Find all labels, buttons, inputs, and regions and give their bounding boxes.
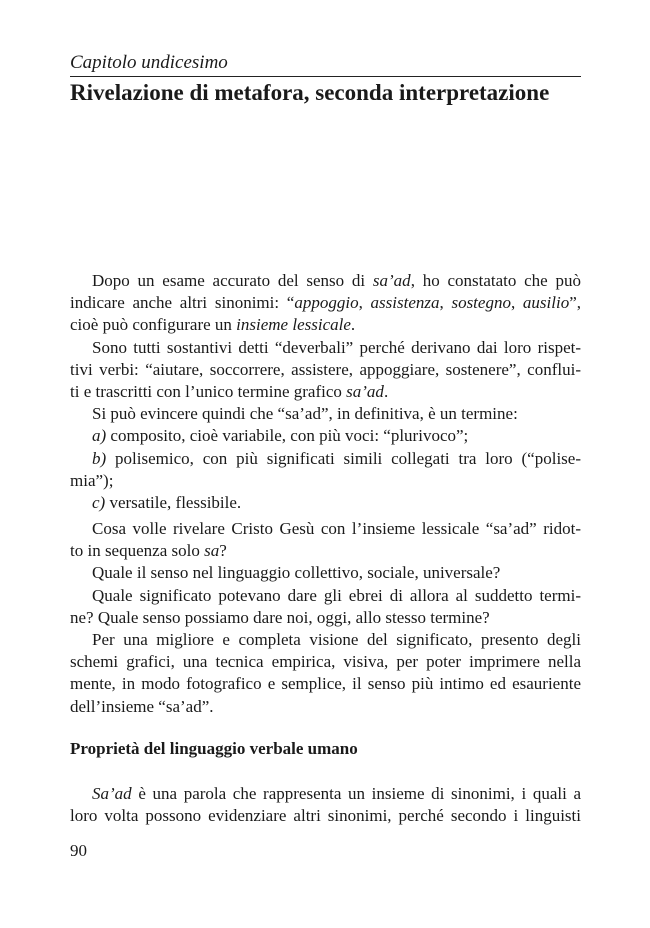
text-line: b) polisemico, con più significati simili collegati tra loro (“polise-: [92, 448, 581, 468]
text-line: cioè può configurare un insieme lessicale.: [70, 315, 356, 335]
paragraph-block-2: [70, 518, 581, 718]
italic-text: insieme lessicale: [236, 315, 351, 335]
text-line: tivi verbi: “aiutare, soccorrere, assistere, appoggiare, sostenere”, conflui-: [70, 359, 581, 379]
paragraph-block-3: [70, 783, 581, 827]
italic-text: sa’ad: [372, 271, 411, 290]
text-line: Quale il senso nel linguaggio collettivo, sociale, universale?: [92, 563, 501, 583]
text-line: Dopo un esame accurato del senso di sa’ad, ho constatato che può: [92, 271, 581, 290]
chapter-label: Capitolo undicesimo: [70, 52, 228, 73]
text-line: Si può evincere quindi che “sa’ad”, in definitiva, è un termine:: [92, 404, 518, 424]
text-line: mente, in modo fotografico e semplice, il senso più intimo ed esauriente: [70, 674, 581, 694]
italic-text: c): [92, 492, 106, 512]
text-line: Per una migliore e completa visione del significato, presento degli: [92, 629, 581, 649]
italic-text: sa’ad: [346, 381, 384, 401]
text-line: Sono tutti sostantivi detti “deverbali” perché derivano dai loro rispet-: [92, 337, 581, 357]
text-line: c) versatile, flessibile.: [92, 492, 242, 512]
text-line: Cosa volle rivelare Cristo Gesù con l’insieme lessicale “sa’ad” ridot-: [92, 519, 581, 538]
text-line: mia”);: [70, 470, 114, 490]
italic-text: appoggio: [294, 293, 359, 313]
text-line: to in sequenza solo sa?: [70, 541, 227, 561]
paragraph-block-1: [70, 270, 581, 514]
text-line: a) composito, cioè variabile, con più voci: “plurivoco”;: [92, 426, 469, 446]
text-line: dell’insieme “sa’ad”.: [70, 696, 214, 716]
text-line: loro volta possono evidenziare altri sinonimi, perché secondo i linguisti: [70, 806, 581, 826]
page-number: 90: [70, 841, 87, 860]
italic-text: a): [92, 426, 107, 446]
italic-text: Sa’ad: [92, 784, 132, 803]
italic-text: ausilio: [522, 293, 570, 313]
section-heading: Proprietà del linguaggio verbale umano: [70, 739, 358, 758]
italic-text: sostegno: [451, 293, 511, 313]
italic-text: assistenza: [370, 293, 440, 313]
italic-text: b): [92, 448, 107, 468]
italic-text: sa: [204, 541, 220, 561]
text-line: ti e trascritti con l’unico termine grafico sa’ad.: [70, 381, 389, 401]
text-line: indicare anche altri sinonimi: “appoggio, assistenza, sostegno, ausilio”,: [70, 293, 581, 313]
page-title: Rivelazione di metafora, seconda interpretazione: [70, 80, 550, 105]
text-line: ne? Quale senso possiamo dare noi, oggi, allo stesso termine?: [70, 607, 490, 627]
text-line: schemi grafici, una tecnica empirica, visiva, per poter imprimere nella: [70, 652, 581, 672]
header-rule: [70, 76, 581, 77]
text-line: Quale significato potevano dare gli ebrei di allora al suddetto termi-: [92, 585, 581, 605]
text-line: Sa’ad è una parola che rappresenta un insieme di sinonimi, i quali a: [92, 784, 581, 803]
